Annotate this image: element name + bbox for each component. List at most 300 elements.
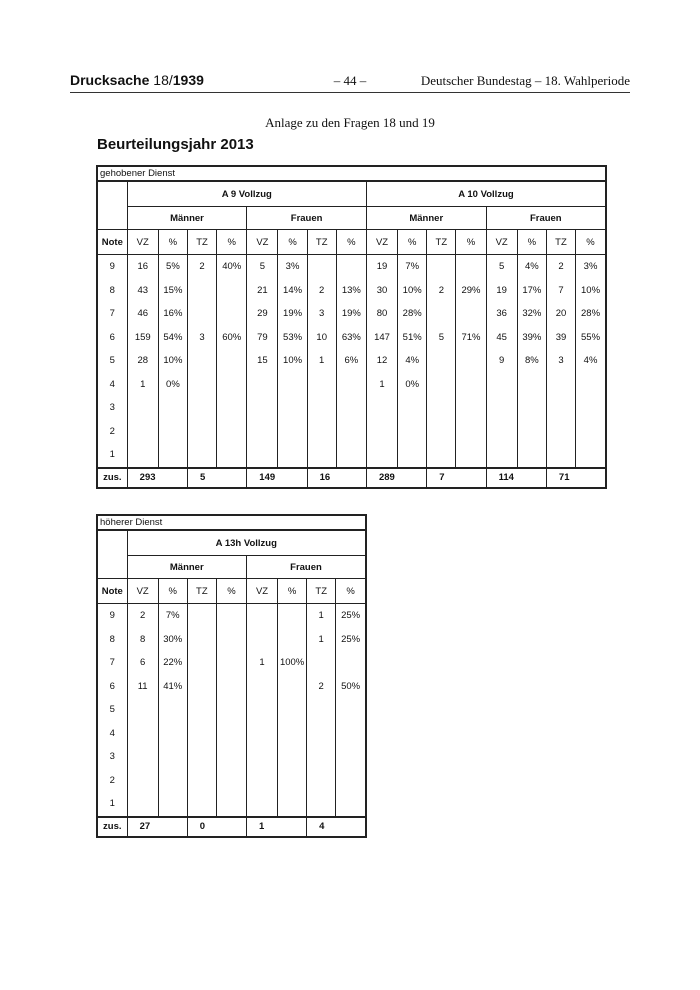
value-cell: 5 [427, 326, 456, 350]
table-row [97, 792, 366, 817]
total-cell: 27 [127, 817, 187, 837]
value-cell [187, 769, 216, 793]
table-row [97, 722, 366, 746]
value-cell: 54% [158, 326, 187, 350]
note-header: Note [97, 579, 127, 604]
value-cell: 4% [517, 255, 546, 279]
value-cell: 3 [307, 302, 336, 326]
value-cell [336, 769, 366, 793]
value-cell [216, 675, 246, 699]
value-cell [336, 792, 366, 817]
value-cell [217, 443, 247, 468]
value-cell: 45 [486, 326, 517, 350]
column-header: % [278, 579, 307, 604]
column-header: VZ [366, 230, 397, 255]
note-cell: 9 [97, 255, 127, 279]
value-cell: 100% [278, 651, 307, 675]
value-cell: 2 [187, 255, 216, 279]
table-hoeherer-dienst [96, 514, 367, 838]
subgroup-header: Männer [127, 207, 247, 230]
column-header: VZ [127, 579, 158, 604]
value-cell [456, 349, 486, 373]
title-row [97, 166, 606, 181]
table-row [97, 255, 606, 279]
note-cell: 1 [97, 443, 127, 468]
subgroup-header: Männer [366, 207, 486, 230]
value-cell [246, 604, 277, 628]
value-cell: 4% [398, 349, 427, 373]
note-cell: 8 [97, 279, 127, 303]
note-cell: 7 [97, 651, 127, 675]
table-row [97, 604, 366, 628]
value-cell [246, 722, 277, 746]
value-cell [217, 396, 247, 420]
value-cell [398, 443, 427, 468]
value-cell [158, 769, 187, 793]
value-cell [366, 396, 397, 420]
column-header: TZ [307, 230, 336, 255]
value-cell: 12 [366, 349, 397, 373]
value-cell: 40% [217, 255, 247, 279]
column-header: TZ [187, 579, 216, 604]
value-cell [307, 792, 336, 817]
assessment-year-title: Beurteilungsjahr 2013 [97, 136, 254, 153]
value-cell: 28% [398, 302, 427, 326]
value-cell: 39 [546, 326, 575, 350]
value-cell [336, 745, 366, 769]
value-cell: 19 [366, 255, 397, 279]
table-row [97, 302, 606, 326]
value-cell: 9 [486, 349, 517, 373]
note-cell: 2 [97, 420, 127, 444]
table-row [97, 628, 366, 652]
value-cell [576, 443, 606, 468]
note-cell: 6 [97, 326, 127, 350]
note-cell: 5 [97, 698, 127, 722]
value-cell [456, 302, 486, 326]
value-cell [307, 745, 336, 769]
value-cell [517, 443, 546, 468]
value-cell [336, 698, 366, 722]
value-cell [307, 651, 336, 675]
column-header-row [97, 579, 366, 604]
value-cell: 20 [546, 302, 575, 326]
value-cell: 14% [278, 279, 307, 303]
value-cell [486, 420, 517, 444]
value-cell: 1 [127, 373, 158, 397]
value-cell [427, 255, 456, 279]
page-number: – 44 – [333, 73, 367, 88]
value-cell [456, 396, 486, 420]
value-cell [217, 302, 247, 326]
subgroup-header: Frauen [486, 207, 606, 230]
value-cell [158, 722, 187, 746]
value-cell [576, 373, 606, 397]
group-header: A 13h Vollzug [127, 530, 366, 556]
subgroup-header: Männer [127, 556, 246, 579]
value-cell [217, 420, 247, 444]
value-cell [247, 420, 278, 444]
value-cell: 50% [336, 675, 366, 699]
value-cell [456, 373, 486, 397]
value-cell: 46 [127, 302, 158, 326]
value-cell [127, 698, 158, 722]
note-cell: 1 [97, 792, 127, 817]
value-cell [158, 396, 187, 420]
table-row [97, 396, 606, 420]
group-row [97, 530, 366, 556]
total-cell: 4 [307, 817, 366, 837]
column-header: VZ [247, 230, 278, 255]
value-cell [307, 255, 336, 279]
value-cell: 1 [246, 651, 277, 675]
value-cell [187, 698, 216, 722]
value-cell [187, 604, 216, 628]
table-row [97, 443, 606, 468]
total-cell: 0 [187, 817, 246, 837]
value-cell [187, 651, 216, 675]
value-cell [187, 443, 216, 468]
value-cell [278, 396, 307, 420]
value-cell [247, 396, 278, 420]
subgroup-row [97, 207, 606, 230]
value-cell: 11 [127, 675, 158, 699]
table-row [97, 420, 606, 444]
value-cell [158, 698, 187, 722]
value-cell [127, 396, 158, 420]
value-cell: 6 [127, 651, 158, 675]
value-cell [576, 420, 606, 444]
value-cell: 28 [127, 349, 158, 373]
dienst-title: gehobener Dienst [97, 166, 606, 181]
value-cell [336, 443, 366, 468]
value-cell [278, 769, 307, 793]
column-header-row [97, 230, 606, 255]
note-header: Note [97, 230, 127, 255]
value-cell [307, 443, 336, 468]
value-cell: 36 [486, 302, 517, 326]
note-cell: 2 [97, 769, 127, 793]
value-cell [427, 396, 456, 420]
value-cell [307, 396, 336, 420]
value-cell [366, 443, 397, 468]
value-cell: 5 [486, 255, 517, 279]
value-cell: 1 [307, 628, 336, 652]
note-cell: 3 [97, 396, 127, 420]
note-cell: 6 [97, 675, 127, 699]
note-spacer [97, 530, 127, 579]
value-cell [187, 279, 216, 303]
value-cell: 30 [366, 279, 397, 303]
column-header: % [278, 230, 307, 255]
value-cell [307, 698, 336, 722]
table-row [97, 373, 606, 397]
value-cell [127, 722, 158, 746]
value-cell: 39% [517, 326, 546, 350]
group-header: A 9 Vollzug [127, 181, 366, 207]
value-cell: 3 [187, 326, 216, 350]
value-cell: 16 [127, 255, 158, 279]
column-header: VZ [486, 230, 517, 255]
value-cell [187, 675, 216, 699]
value-cell: 15% [158, 279, 187, 303]
total-cell: 149 [247, 468, 307, 488]
value-cell [576, 396, 606, 420]
value-cell: 22% [158, 651, 187, 675]
parliament-label: Deutscher Bundestag – 18. Wahlperiode [420, 73, 630, 88]
value-cell [158, 792, 187, 817]
value-cell: 10 [307, 326, 336, 350]
value-cell: 0% [398, 373, 427, 397]
column-header: VZ [246, 579, 277, 604]
value-cell [217, 349, 247, 373]
value-cell: 7% [158, 604, 187, 628]
value-cell: 10% [278, 349, 307, 373]
value-cell: 2 [427, 279, 456, 303]
value-cell: 7% [398, 255, 427, 279]
value-cell [278, 698, 307, 722]
value-cell [366, 420, 397, 444]
value-cell [278, 628, 307, 652]
totals-row [97, 468, 606, 488]
value-cell [187, 373, 216, 397]
value-cell: 2 [127, 604, 158, 628]
value-cell [127, 420, 158, 444]
value-cell: 29% [456, 279, 486, 303]
value-cell [307, 722, 336, 746]
title-row [97, 515, 366, 530]
value-cell [486, 396, 517, 420]
value-cell [158, 420, 187, 444]
value-cell: 2 [546, 255, 575, 279]
drucksache-number-a: 18/ [153, 72, 173, 88]
value-cell: 10% [158, 349, 187, 373]
value-cell [486, 443, 517, 468]
note-cell: 3 [97, 745, 127, 769]
value-cell: 63% [336, 326, 366, 350]
group-row [97, 181, 606, 207]
value-cell: 5 [247, 255, 278, 279]
value-cell [546, 443, 575, 468]
value-cell [127, 769, 158, 793]
column-header: TZ [427, 230, 456, 255]
total-cell: 5 [187, 468, 246, 488]
value-cell [307, 769, 336, 793]
dienst-title: höherer Dienst [97, 515, 366, 530]
value-cell [546, 420, 575, 444]
column-header: VZ [127, 230, 158, 255]
value-cell [187, 722, 216, 746]
subgroup-header: Frauen [246, 556, 366, 579]
value-cell: 13% [336, 279, 366, 303]
value-cell [278, 792, 307, 817]
value-cell: 55% [576, 326, 606, 350]
value-cell [278, 443, 307, 468]
value-cell [278, 722, 307, 746]
total-cell: 7 [427, 468, 486, 488]
value-cell: 53% [278, 326, 307, 350]
note-cell: 4 [97, 373, 127, 397]
value-cell [336, 255, 366, 279]
table-row [97, 279, 606, 303]
column-header: TZ [546, 230, 575, 255]
value-cell: 21 [247, 279, 278, 303]
value-cell [336, 396, 366, 420]
value-cell [216, 651, 246, 675]
value-cell [336, 651, 366, 675]
value-cell [187, 628, 216, 652]
subgroup-row [97, 556, 366, 579]
column-header: % [336, 579, 366, 604]
value-cell [246, 792, 277, 817]
value-cell: 80 [366, 302, 397, 326]
value-cell [246, 769, 277, 793]
column-header: TZ [307, 579, 336, 604]
value-cell: 17% [517, 279, 546, 303]
value-cell: 2 [307, 675, 336, 699]
value-cell [246, 628, 277, 652]
value-cell [517, 396, 546, 420]
totals-row [97, 817, 366, 837]
value-cell: 159 [127, 326, 158, 350]
total-cell: 71 [546, 468, 606, 488]
value-cell [187, 396, 216, 420]
column-header: % [217, 230, 247, 255]
value-cell [427, 373, 456, 397]
value-cell: 10% [576, 279, 606, 303]
column-header: % [576, 230, 606, 255]
column-header: % [456, 230, 486, 255]
totals-label: zus. [97, 817, 127, 837]
value-cell: 79 [247, 326, 278, 350]
page-header [70, 72, 630, 93]
value-cell: 147 [366, 326, 397, 350]
value-cell: 30% [158, 628, 187, 652]
value-cell: 32% [517, 302, 546, 326]
value-cell [336, 722, 366, 746]
total-cell: 114 [486, 468, 546, 488]
table-row [97, 769, 366, 793]
value-cell: 60% [217, 326, 247, 350]
value-cell [427, 443, 456, 468]
value-cell [127, 443, 158, 468]
total-cell: 293 [127, 468, 187, 488]
table-hoeherer-dienst-body [97, 515, 366, 837]
value-cell [127, 792, 158, 817]
note-cell: 5 [97, 349, 127, 373]
value-cell: 19% [278, 302, 307, 326]
value-cell [336, 373, 366, 397]
value-cell: 51% [398, 326, 427, 350]
value-cell: 1 [307, 349, 336, 373]
value-cell [517, 420, 546, 444]
value-cell: 3 [546, 349, 575, 373]
value-cell: 5% [158, 255, 187, 279]
value-cell [456, 255, 486, 279]
table-row [97, 675, 366, 699]
value-cell [336, 420, 366, 444]
value-cell: 8 [127, 628, 158, 652]
value-cell: 6% [336, 349, 366, 373]
value-cell: 16% [158, 302, 187, 326]
annex-subtitle: Anlage zu den Fragen 18 und 19 [265, 115, 435, 130]
value-cell [127, 745, 158, 769]
column-header: % [517, 230, 546, 255]
value-cell [278, 420, 307, 444]
totals-label: zus. [97, 468, 127, 488]
value-cell [217, 373, 247, 397]
value-cell: 10% [398, 279, 427, 303]
table-row [97, 326, 606, 350]
table-row [97, 698, 366, 722]
value-cell [246, 745, 277, 769]
value-cell: 3% [576, 255, 606, 279]
value-cell [187, 745, 216, 769]
value-cell: 25% [336, 604, 366, 628]
value-cell [158, 443, 187, 468]
value-cell [278, 604, 307, 628]
value-cell [246, 675, 277, 699]
value-cell: 8% [517, 349, 546, 373]
column-header: % [216, 579, 246, 604]
value-cell [486, 373, 517, 397]
value-cell [158, 745, 187, 769]
column-header: % [398, 230, 427, 255]
value-cell [278, 745, 307, 769]
value-cell: 25% [336, 628, 366, 652]
value-cell: 1 [366, 373, 397, 397]
value-cell [307, 373, 336, 397]
table-row [97, 745, 366, 769]
value-cell: 28% [576, 302, 606, 326]
value-cell: 19 [486, 279, 517, 303]
value-cell [398, 420, 427, 444]
note-cell: 4 [97, 722, 127, 746]
value-cell: 71% [456, 326, 486, 350]
value-cell [216, 792, 246, 817]
value-cell [216, 628, 246, 652]
note-cell: 8 [97, 628, 127, 652]
value-cell [546, 396, 575, 420]
value-cell: 43 [127, 279, 158, 303]
value-cell [217, 279, 247, 303]
value-cell [187, 302, 216, 326]
group-header: A 10 Vollzug [366, 181, 606, 207]
value-cell [278, 675, 307, 699]
table-gehobener-dienst [96, 165, 607, 489]
value-cell [307, 420, 336, 444]
note-spacer [97, 181, 127, 230]
value-cell [187, 349, 216, 373]
drucksache-number-b: 1939 [172, 72, 204, 88]
value-cell [187, 420, 216, 444]
table-gehobener-dienst-body [97, 166, 606, 488]
value-cell: 1 [307, 604, 336, 628]
value-cell [427, 349, 456, 373]
note-cell: 7 [97, 302, 127, 326]
drucksache-prefix: Drucksache [70, 72, 154, 88]
note-cell: 9 [97, 604, 127, 628]
table-row [97, 651, 366, 675]
value-cell: 15 [247, 349, 278, 373]
value-cell [247, 373, 278, 397]
value-cell [247, 443, 278, 468]
value-cell [216, 722, 246, 746]
column-header: % [158, 230, 187, 255]
value-cell [187, 792, 216, 817]
column-header: % [158, 579, 187, 604]
value-cell [427, 302, 456, 326]
